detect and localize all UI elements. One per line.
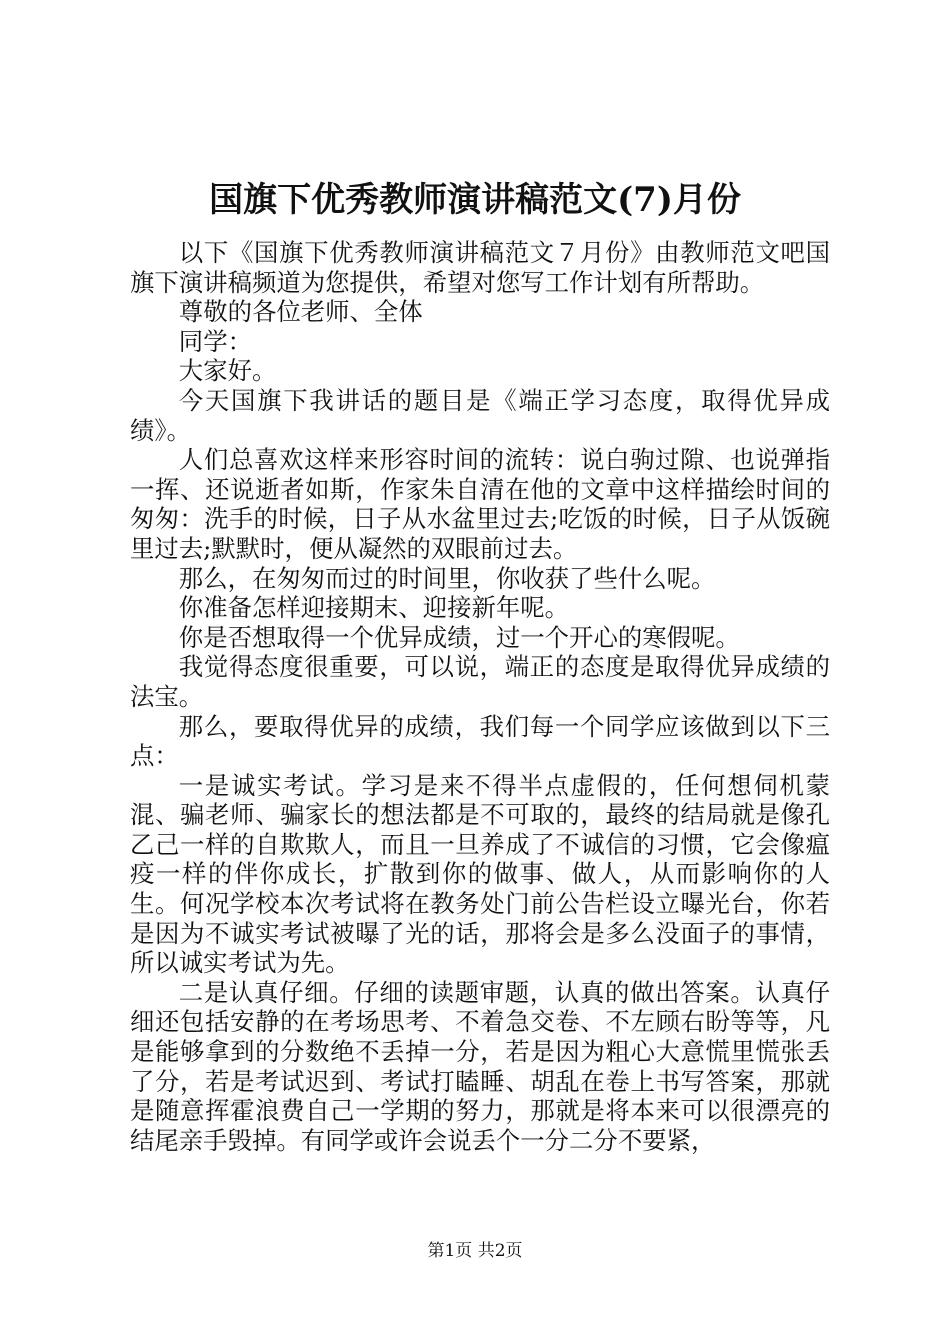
paragraph-point-careful: 二是认真仔细。仔细的读题审题，认真的做出答案。认真仔细还包括安静的在考场思考、不着急交卷、不左顾右盼等等，凡是能够拿到的分数绝不丢掉一分，若是因为粗心大意慌里慌张丢了分，若是考试迟到、考试打瞌睡、胡乱在卷上书写答案，那就是随意挥霍浪费自己一学期的努力，那就是将本来可以很漂亮的结尾亲手毁掉。有同学或许会说丢个一分二分不要紧， [130, 977, 830, 1155]
paragraph-question-2: 你准备怎样迎接期末、迎接新年呢。 [178, 593, 570, 623]
paragraph-greeting: 大家好。 [178, 356, 277, 386]
paragraph-time: 人们总喜欢这样来形容时间的流转：说白驹过隙、也说弹指一挥、还说逝者如斯，作家朱自清在他的文章中这样描绘时间的匆匆：洗手的时候，日子从水盆里过去;吃饭的时候，日子从饭碗里过去;默默时，便从凝然的双眼前过去。 [130, 445, 830, 563]
paragraph-intro: 以下《国旗下优秀教师演讲稿范文７月份》由教师范文吧国旗下演讲稿频道为您提供，希望对您写工作计划有所帮助。 [130, 238, 830, 297]
paragraph-question-3: 你是否想取得一个优异成绩，过一个开心的寒假呢。 [178, 622, 740, 652]
document-body [130, 238, 830, 1155]
paragraph-salutation-cont: 同学： [178, 326, 252, 356]
page-footer: 第1页 共2页 [427, 1241, 523, 1261]
paragraph-salutation: 尊敬的各位老师、全体 [178, 297, 423, 327]
paragraph-topic: 今天国旗下我讲话的题目是《端正学习态度，取得优异成绩》。 [130, 385, 830, 445]
paragraph-question-1: 那么，在匆匆而过的时间里，你收获了些什么呢。 [178, 563, 716, 593]
document-title: 国旗下优秀教师演讲稿范文(7)月份 [209, 180, 741, 220]
paragraph-attitude: 我觉得态度很重要，可以说，端正的态度是取得优异成绩的法宝。 [130, 652, 830, 711]
paragraph-three-points: 那么，要取得优异的成绩，我们每一个同学应该做到以下三点： [130, 711, 830, 771]
paragraph-point-honest: 一是诚实考试。学习是来不得半点虚假的，任何想伺机蒙混、骗老师、骗家长的想法都是不可取的，最终的结局就是像孔乙己一样的自欺欺人，而且一旦养成了不诚信的习惯，它会像瘟疫一样的伴你成长，扩散到你的做事、做人，从而影响你的人生。何况学校本次考试将在教务处门前公告栏设立曝光台，你若是因为不诚实考试被曝了光的话，那将会是多么没面子的事情，所以诚实考试为先。 [130, 770, 830, 978]
